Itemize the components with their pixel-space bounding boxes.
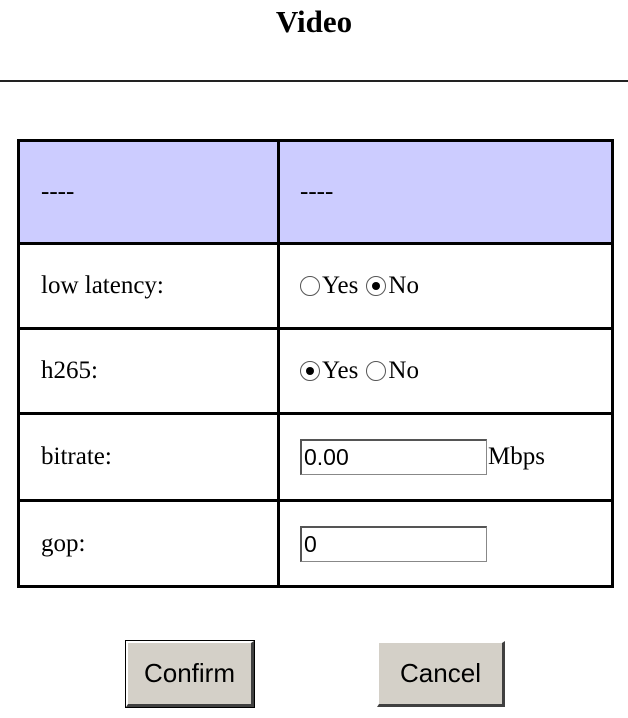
bitrate-cell — [279, 414, 613, 501]
low-latency-label: low latency: — [19, 244, 279, 329]
page-title: Video — [275, 4, 353, 39]
low-latency-yes-radio[interactable] — [300, 276, 320, 296]
confirm-button[interactable]: Confirm — [126, 641, 254, 707]
table-row-h265 — [19, 329, 613, 414]
low-latency-options — [279, 244, 613, 329]
cancel-button[interactable]: Cancel — [377, 641, 505, 707]
bitrate-input[interactable] — [300, 439, 487, 475]
low-latency-yes-label[interactable]: Yes — [322, 272, 359, 299]
h265-yes-radio[interactable] — [300, 361, 320, 381]
low-latency-no-radio[interactable] — [366, 276, 386, 296]
gop-label: gop: — [19, 501, 279, 587]
table-header-row — [19, 141, 613, 244]
h265-options — [279, 329, 613, 414]
h265-no-radio[interactable] — [366, 361, 386, 381]
video-settings-table — [17, 139, 614, 588]
h265-label: h265: — [19, 329, 279, 414]
bitrate-label: bitrate: — [19, 414, 279, 501]
table-row-bitrate — [19, 414, 613, 501]
gop-cell — [279, 501, 613, 587]
title-divider — [0, 80, 628, 82]
gop-input[interactable] — [300, 526, 487, 562]
low-latency-no-label[interactable]: No — [388, 272, 419, 299]
bitrate-unit: Mbps — [488, 443, 545, 470]
table-row-low-latency — [19, 244, 613, 329]
h265-yes-label[interactable]: Yes — [322, 357, 359, 384]
header-cell-name: ---- — [19, 141, 279, 244]
header-cell-value: ---- — [279, 141, 613, 244]
h265-no-label[interactable]: No — [388, 357, 419, 384]
table-row-gop — [19, 501, 613, 587]
